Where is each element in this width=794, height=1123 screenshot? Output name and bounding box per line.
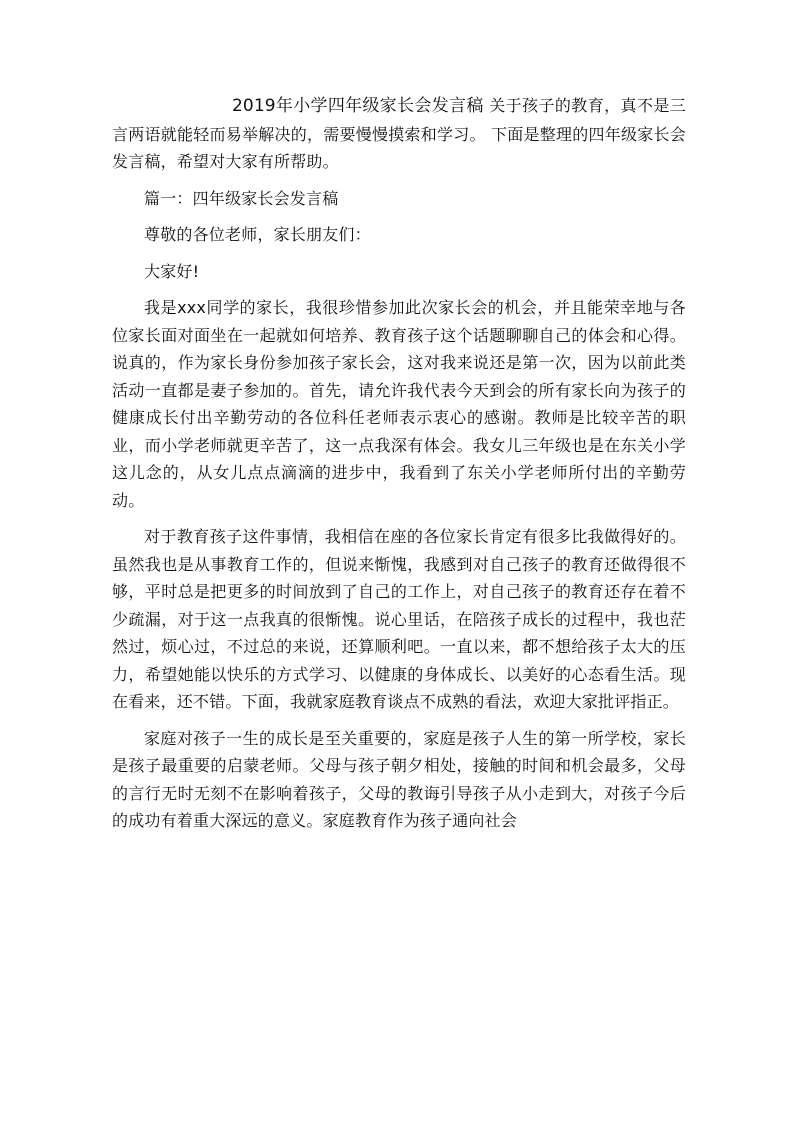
- document-body: [112, 92, 686, 835]
- body-paragraph-3: 家庭对孩子一生的成长是至关重要的，家庭是孩子人生的第一所学校，家长是孩子最重要的启蒙老师。父母与孩子朝夕相处，接触的时间和机会最多，父母的言行无时无刻不在影响着孩子，父母的教诲引导孩子从小走到大，对孩子今后的成功有着重大深远的意义。家庭教育作为孩子通向社会: [112, 728, 686, 830]
- body-paragraph-2: 对于教育孩子这件事情，我相信在座的各位家长肯定有很多比我做得好的。虽然我也是从事教育工作的，但说来惭愧，我感到对自己孩子的教育还做得很不够，平时总是把更多的时间放到了自己的工作上，对自己孩子的教育还存在着不少疏漏，对于这一点我真的很惭愧。说心里话，在陪孩子成长的过程中，我也茫然过，烦心过，不过总的来说，还算顺利吧。一直以来，都不想给孩子太大的压力，希望她能以快乐的方式学习、以健康的身体成长、以美好的心态看生活。现在看来，还不错。下面，我就家庭教育谈点不成熟的看法，欢迎大家批评指正。: [112, 527, 686, 711]
- title-intro-paragraph: [112, 92, 686, 176]
- section-heading: 篇一：四年级家长会发言稿: [144, 188, 339, 208]
- salutation: 尊敬的各位老师，家长朋友们：: [144, 225, 371, 244]
- greeting: 大家好!: [144, 261, 200, 281]
- document-title: 2019年小学四年级家长会发言稿: [232, 96, 484, 116]
- intro-text: 关于孩子的教育，真不是三言两语就能轻而易举解决的，需要慢慢摸索和学习。 下面是整理的四年级家长会发言稿，希望对大家有所帮助。: [112, 96, 686, 171]
- body-paragraph-1: 我是xxx同学的家长，我很珍惜参加此次家长会的机会，并且能荣幸地与各位家长面对面坐在一起就如何培养、教育孩子这个话题聊聊自己的体会和心得。说真的，作为家长身份参加孩子家长会，这对我来说还是第一次，因为以前此类活动一直都是妻子参加的。首先，请允许我代表今天到会的所有家长向为孩子的健康成长付出辛勤劳动的各位科任老师表示衷心的感谢。教师是比较辛苦的职业，而小学老师就更辛苦了，这一点我深有体会。我女儿三年级也是在东关小学这儿念的，从女儿点点滴滴的进步中，我看到了东关小学老师所付出的辛勤劳动。: [112, 298, 686, 510]
